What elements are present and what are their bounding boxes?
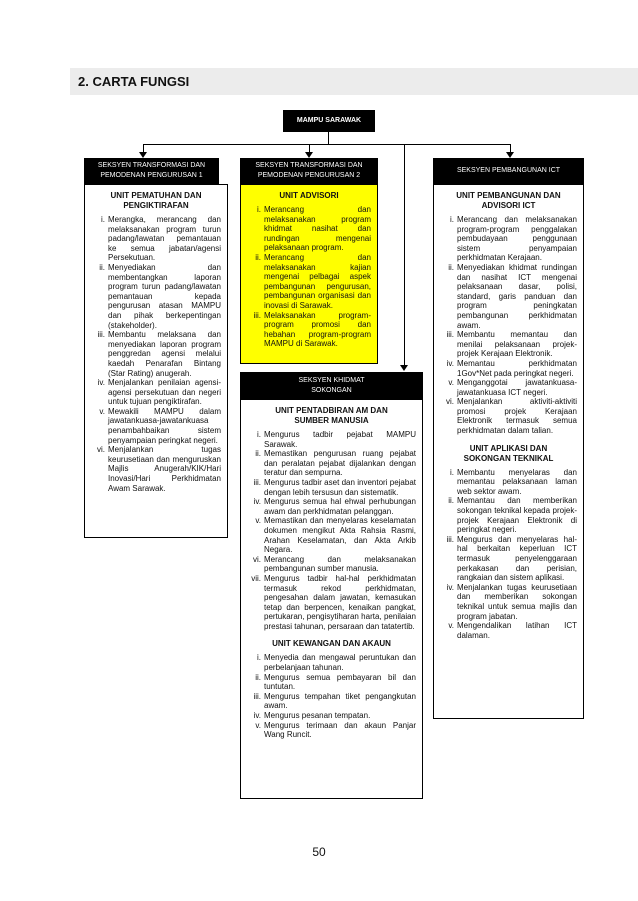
unit-title-aplikasi-sokongan: UNIT APLIKASI DAN SOKONGAN TEKNIKAL — [463, 443, 554, 463]
list-item — [91, 378, 221, 407]
unit-title-kewangan: UNIT KEWANGAN DAN AKAUN — [272, 639, 391, 649]
list-item-number: i. — [450, 467, 454, 477]
list-item — [247, 555, 416, 574]
list-item — [440, 583, 577, 621]
header-seksyen-tpp1 — [84, 158, 219, 184]
list-item — [247, 478, 416, 497]
list-item-text: Menjalankan aktiviti-aktiviti promosi projek Kerajaan Elektronik termasuk semua perkhidmatan dalam talian. — [457, 397, 577, 436]
connector-horizontal — [143, 144, 510, 145]
unit-title-advisori: UNIT ADVISORI — [279, 191, 339, 200]
box-khidmat-sokongan — [240, 399, 423, 799]
list-item-number: iii. — [253, 477, 261, 487]
list-item — [247, 205, 371, 253]
list-item-text: Mewakili MAMPU dalam jawatankuasa-jawatankuasa penambahbaikan sistem penyampaian peringkat negeri. — [108, 406, 221, 445]
list-item-number: iii. — [97, 330, 105, 340]
list-item-number: vi. — [446, 397, 454, 407]
list-item-text: Membantu memantau dan menilai pelaksanaan projek-projek Kerajaan Elektronik. — [457, 330, 577, 359]
list-item-text: Mengurus semua pembayaran bil dan tuntutan. — [264, 672, 416, 692]
unit-title-pembangunan-advisori-ict: UNIT PEMBANGUNAN DAN ADVISORI ICT — [456, 191, 561, 210]
list-item-text: Menjalankan tugas keurusetiaan dan menguruskan Majlis Anugerah/KIK/Hari Inovasi/Hari Perkhidmatan Awam Sarawak. — [108, 445, 221, 493]
list-item-text: Menyedia dan mengawal peruntukan dan perbelanjaan tahunan. — [264, 653, 416, 673]
list-pentadbiran — [241, 430, 422, 631]
list-item-number: ii. — [255, 449, 261, 459]
list-item — [91, 215, 221, 263]
list-item-number: ii. — [448, 496, 454, 506]
list-item — [440, 496, 577, 534]
list-item-text: Memantau perkhidmatan 1Gov*Net pada peringkat negeri. — [457, 358, 577, 378]
list-item-number: vii. — [251, 573, 261, 583]
list-item-number: i. — [257, 205, 261, 214]
header-seksyen-tpp1-label: SEKSYEN TRANSFORMASI DAN PEMODENAN PENGURUSAN 1 — [97, 162, 206, 179]
list-item — [440, 359, 577, 378]
list-advisori — [241, 205, 377, 349]
unit-title-pentadbiran: UNIT PENTADBIRAN AM DAN SUMBER MANUSIA — [275, 406, 388, 425]
list-item — [440, 263, 577, 330]
list-item — [440, 215, 577, 263]
list-item-number: i. — [257, 653, 261, 663]
header-seksyen-khidmat-sokongan — [240, 372, 423, 399]
list-item-text: Merangka, merancang dan melaksanakan program turun padang/lawatan pemantauan ke semua jabatan/agensi Persekutuan. — [108, 215, 221, 263]
list-item — [247, 311, 371, 349]
list-item-text: Menjalankan tugas keurusetiaan dan memberikan sokongan teknikal untuk semua majlis dan program jabatan. — [457, 582, 577, 621]
list-item-number: v. — [448, 378, 454, 388]
list-item — [440, 621, 577, 640]
list-kewangan — [241, 653, 422, 739]
header-seksyen-khidmat-sokongan-label: SEKSYEN KHIDMAT SOKONGAN — [298, 376, 365, 394]
list-item-text: Membantu menyelaras dan memantau pelaksanaan laman web sektor awam. — [457, 467, 577, 496]
list-item-number: ii. — [448, 262, 454, 272]
list-item-text: Menganggotai jawatankuasa-jawatankuasa ICT negeri. — [457, 378, 577, 397]
list-item-text: Mengendalikan latihan ICT dalaman. — [457, 621, 577, 640]
list-item-text: Merancang dan melaksanakan pembangunan sumber manusia. — [264, 554, 416, 574]
list-pembangunan-advisori-ict — [434, 215, 583, 436]
section-title: 2. CARTA FUNGSI — [70, 68, 638, 95]
list-item-text: Mengurus semua hal ehwal perhubungan awam dan perkhidmatan pelanggan. — [264, 497, 416, 516]
unit-title-pematuhan: UNIT PEMATUHAN DAN PENGIKTIRAFAN — [110, 191, 202, 210]
list-item-number: iv. — [97, 378, 105, 388]
list-item — [91, 263, 221, 330]
list-item-number: iii. — [253, 310, 261, 320]
list-item-text: Membantu melaksana dan menyediakan laporan program penggredan agensi melalui kaedah Penarafan Bintang (Star Rating) anugerah. — [108, 330, 221, 378]
page-number: 50 — [312, 845, 326, 859]
list-item — [247, 497, 416, 516]
list-item — [440, 378, 577, 397]
list-item — [91, 330, 221, 378]
list-item-text: Memantau dan memberikan sokongan teknikal kepada projek-projek Kerajaan Elektronik di peringkat negeri. — [457, 496, 577, 535]
list-item-number: iii. — [253, 691, 261, 701]
list-item — [247, 653, 416, 672]
list-item-text: Menyediakan dan membentangkan laporan program turun padang/lawatan pemantauan kepada pengurusan atasan MAMPU dan pihak berkepentingan (stakeholder). — [108, 262, 221, 330]
header-seksyen-pembangunan-ict — [433, 158, 584, 184]
list-item-number: ii. — [255, 672, 261, 682]
list-item-text: Mengurus dan menyelaras hal-hal berkaitan keperluan ICT termasuk penyelenggaraan perkakasan dan perisian, rangkaian dan sistem aplikasi. — [457, 534, 577, 583]
list-item — [440, 397, 577, 435]
list-item-text: Mengurus terimaan dan akaun Panjar Wang Runcit. — [264, 720, 416, 740]
list-item-text: Mengurus tadbir aset dan inventori pejabat dengan lebih tersusun dan sistematik. — [264, 477, 416, 497]
list-item-number: ii. — [99, 262, 105, 272]
org-root-box: MAMPU SARAWAK — [283, 110, 375, 132]
list-item-text: Menjalankan penilaian agensi-agensi persekutuan dan negeri untuk tujuan pengiktirafan. — [108, 378, 221, 407]
list-item — [247, 711, 416, 721]
list-item-text: Merancang dan melaksanakan program khidmat nasihat dan rundingan mengenai pelaksanaan program. — [264, 205, 371, 253]
list-item-text: Merancang dan melaksanakan kajian mengenai pelbagai aspek pembangunan pengurusan, pembangunan organisasi dan inovasi di Sarawak. — [264, 252, 371, 310]
box-pembangunan-ict — [433, 184, 584, 719]
list-item-text: Memastikan pengurusan ruang pejabat dan peralatan pejabat dijalankan dengan teratur dan sempurna. — [264, 449, 416, 478]
list-item-number: iv. — [446, 358, 454, 368]
list-item-number: v. — [255, 720, 261, 730]
list-item — [440, 535, 577, 583]
list-item-number: i. — [450, 215, 454, 224]
list-item-number: ii. — [255, 252, 261, 262]
list-item — [247, 692, 416, 711]
list-item-text: Mengurus tadbir hal-hal perkhidmatan termasuk rekod perkhidmatan, pengesahan dalam jawatan, kemasukan tetap dan berpencen, kenaikan pangkat, pertukaran, pengisytiharan harta, penilaian prestasi tahunan, persaraan dan tatatertib. — [264, 573, 416, 631]
list-item — [247, 449, 416, 478]
list-item — [247, 430, 416, 449]
header-seksyen-tpp2 — [240, 158, 378, 184]
list-item — [247, 516, 416, 554]
list-item — [440, 330, 577, 359]
list-item-number: v. — [255, 516, 261, 526]
list-item-number: iv. — [253, 711, 261, 721]
list-item-number: vi. — [97, 445, 105, 455]
list-item-text: Melaksanakan program-program promosi dan hebahan program-program MAMPU di Sarawak. — [264, 310, 371, 349]
list-item-number: i. — [101, 215, 105, 224]
list-item — [247, 721, 416, 740]
list-item-text: Mengurus pesanan tempatan. — [264, 711, 371, 721]
list-item-text: Menyediakan khidmat rundingan dan nasihat ICT mengenai pelaksanaan dasar, polisi, standard, garis panduan dan program peningkatan pembangunan perkhidmatan awam. — [457, 262, 577, 330]
header-seksyen-tpp2-label: SEKSYEN TRANSFORMASI DAN PEMODENAN PENGURUSAN 2 — [255, 162, 363, 179]
box-unit-pematuhan — [84, 184, 228, 538]
list-aplikasi-sokongan — [434, 468, 583, 641]
list-item-number: iii. — [446, 534, 454, 544]
header-seksyen-pembangunan-ict-label: SEKSYEN PEMBANGUNAN ICT — [456, 167, 561, 174]
list-item — [91, 407, 221, 445]
list-item-number: iv. — [253, 497, 261, 507]
list-item-text: Merancang dan melaksanakan program-program penggalakan pembudayaan penggunaan sistem penyampaian perkhidmatan Kerajaan. — [457, 215, 577, 263]
list-item — [91, 445, 221, 493]
list-item-text: Mengurus tempahan tiket pengangkutan awam. — [264, 691, 416, 711]
box-unit-advisori — [240, 184, 378, 364]
list-item-number: i. — [257, 430, 261, 439]
list-item-number: v. — [448, 621, 454, 631]
list-item — [247, 673, 416, 692]
list-item-number: iii. — [446, 330, 454, 340]
list-pematuhan — [85, 215, 227, 493]
list-item-text: Mengurus tadbir pejabat MAMPU Sarawak. — [264, 430, 416, 449]
connector-root-down — [328, 132, 329, 144]
list-item-number: iv. — [446, 582, 454, 592]
list-item-number: vi. — [253, 554, 261, 564]
list-item — [247, 574, 416, 632]
list-item-number: v. — [99, 406, 105, 416]
list-item — [440, 468, 577, 497]
list-item — [247, 253, 371, 311]
connector-col3 — [404, 144, 405, 366]
list-item-text: Memastikan dan menyelaras keselamatan dokumen mengikut Akta Rahsia Rasmi, Arahan Keselamatan, dan Akta Arkib Negara. — [264, 516, 416, 555]
arrow-col3 — [400, 365, 408, 371]
